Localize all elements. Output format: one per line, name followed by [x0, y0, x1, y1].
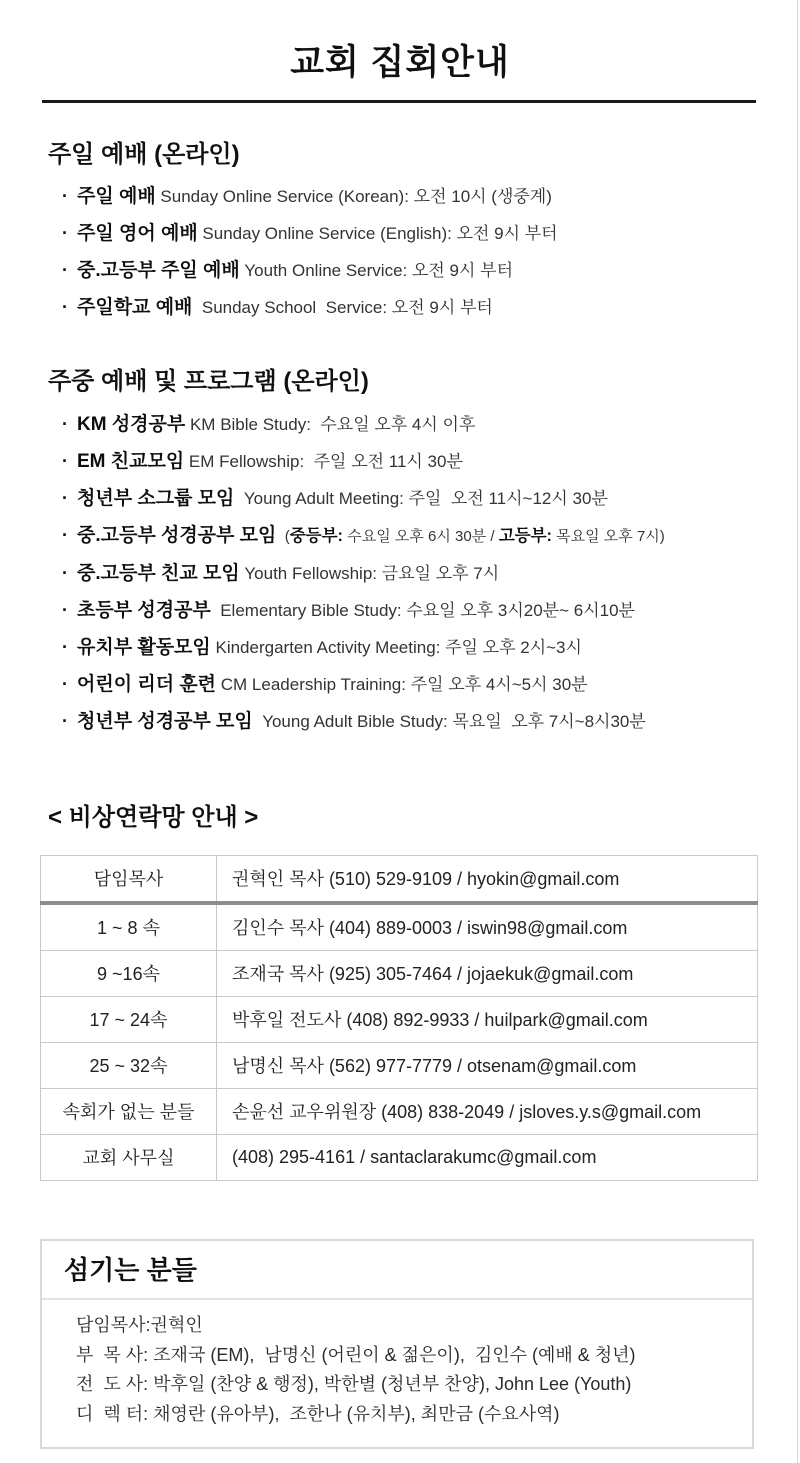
bullet-dot-icon: ·	[62, 525, 68, 546]
bullet-dot-icon: ·	[62, 488, 68, 509]
contact-role-cell: 9 ~16속	[41, 950, 217, 996]
item-name-text: 중.고등부 성경공부 모임	[77, 525, 277, 547]
contact-role-cell: 담임목사	[41, 855, 217, 903]
item-detail-text: Youth Fellowship: 금요일 오후 7시	[239, 564, 500, 584]
serving-people-box	[40, 1239, 754, 1449]
contact-info-cell: 김인수 목사 (404) 889-0003 / iswin98@gmail.com	[217, 903, 758, 951]
bullet-dot-icon: ·	[62, 711, 68, 732]
list-item	[62, 703, 800, 740]
item-detail-text: Elementary Bible Study: 수요일 오후 3시20분~ 6시10분	[210, 601, 635, 621]
page-edge-artifact	[797, 0, 798, 1463]
table-row	[41, 1042, 758, 1088]
list-item	[62, 252, 800, 289]
item-detail-text: EM Fellowship: 주일 오전 11시 30분	[184, 452, 463, 472]
contact-role-cell: 25 ~ 32속	[41, 1042, 217, 1088]
item-name-text: 청년부 성경공부 모임	[77, 711, 253, 733]
title-divider	[42, 100, 756, 103]
list-item	[62, 666, 800, 703]
page-title: 교회 집회안내	[290, 43, 510, 82]
list-item	[62, 443, 800, 480]
item-detail-text: Youth Online Service: 오전 9시 부터	[239, 261, 513, 281]
item-name-text: 주일 예배	[77, 186, 156, 208]
item-name-text: KM 성경공부	[77, 414, 186, 436]
list-item	[62, 406, 800, 443]
list-item	[62, 517, 800, 555]
serving-line: 디 렉 터: 채영란 (유아부), 조한나 (유치부), 최만금 (수요사역)	[76, 1403, 560, 1424]
bullet-dot-icon: ·	[62, 600, 68, 621]
list-item	[62, 555, 800, 592]
bullet-dot-icon: ·	[62, 414, 68, 435]
bullet-dot-icon: ·	[62, 186, 68, 207]
table-row	[41, 950, 758, 996]
contact-info-cell: 조재국 목사 (925) 305-7464 / jojaekuk@gmail.com	[217, 950, 758, 996]
sunday-services-list	[0, 178, 800, 326]
contact-info-cell: (408) 295-4161 / santaclarakumc@gmail.com	[217, 1134, 758, 1180]
serving-people-heading: 섬기는 분들	[42, 1241, 752, 1300]
weekday-programs-list	[0, 406, 800, 740]
item-detail-text: (	[276, 528, 290, 546]
list-item	[62, 629, 800, 666]
bullet-dot-icon: ·	[62, 637, 68, 658]
emergency-contacts-table	[40, 855, 758, 1181]
item-name-text: 중.고등부 주일 예배	[77, 260, 240, 282]
emergency-contacts-heading: < 비상연락망 안내 >	[48, 804, 259, 832]
table-row	[41, 996, 758, 1042]
bullet-dot-icon: ·	[62, 297, 68, 318]
bullet-dot-icon: ·	[62, 451, 68, 472]
item-name-text: EM 친교모임	[77, 451, 185, 473]
item-name-text: 고등부:	[498, 527, 552, 546]
table-row	[41, 855, 758, 903]
serving-line: 담임목사:권혁인	[76, 1315, 203, 1336]
item-name-text: 초등부 성경공부	[77, 600, 211, 622]
bullet-dot-icon: ·	[62, 260, 68, 281]
item-name-text: 유치부 활동모임	[77, 637, 211, 659]
table-row	[41, 1134, 758, 1180]
item-detail-text: Sunday Online Service (English): 오전 9시 부터	[197, 224, 558, 244]
list-item	[62, 289, 800, 326]
list-item	[62, 592, 800, 629]
item-name-text: 어린이 리더 훈련	[77, 674, 217, 696]
table-row	[41, 1088, 758, 1134]
item-detail-text: Young Adult Meeting: 주일 오전 11시~12시 30분	[234, 489, 608, 509]
serving-line: 부 목 사: 조재국 (EM), 남명신 (어린이 & 젊은이), 김인수 (예배 & 청년)	[76, 1344, 636, 1365]
serving-line: 전 도 사: 박후일 (찬양 & 행정), 박한별 (청년부 찬양), John Lee (Youth)	[76, 1374, 632, 1395]
item-name-text: 청년부 소그룹 모임	[77, 488, 235, 510]
contact-role-cell: 속회가 없는 분들	[41, 1088, 217, 1134]
section-heading-weekday-programs: 주중 예배 및 프로그램 (온라인)	[48, 368, 369, 396]
item-name-text: 주일 영어 예배	[77, 223, 198, 245]
contact-info-cell: 박후일 전도사 (408) 892-9933 / huilpark@gmail.com	[217, 996, 758, 1042]
item-name-text: 중등부:	[289, 527, 344, 546]
section-heading-sunday-services: 주일 예배 (온라인)	[48, 140, 240, 168]
bullet-dot-icon: ·	[62, 223, 68, 244]
item-detail-text: Kindergarten Activity Meeting: 주일 오후 2시~3시	[210, 638, 582, 658]
item-detail-text: Sunday Online Service (Korean): 오전 10시 (생중계)	[155, 187, 552, 207]
contact-info-cell: 권혁인 목사 (510) 529-9109 / hyokin@gmail.com	[217, 855, 758, 903]
contact-role-cell: 1 ~ 8 속	[41, 903, 217, 951]
item-detail-text: Sunday School Service: 오전 9시 부터	[192, 298, 493, 318]
table-row	[41, 903, 758, 951]
contact-role-cell: 17 ~ 24속	[41, 996, 217, 1042]
item-detail-text: 목요일 오후 7시)	[552, 528, 665, 546]
item-detail-text: Young Adult Bible Study: 목요일 오후 7시~8시30분	[252, 712, 646, 732]
bullet-dot-icon: ·	[62, 563, 68, 584]
contact-info-cell: 남명신 목사 (562) 977-7779 / otsenam@gmail.com	[217, 1042, 758, 1088]
item-detail-text: 수요일 오후 6시 30분 /	[343, 528, 499, 546]
serving-people-list	[42, 1300, 752, 1447]
item-detail-text: KM Bible Study: 수요일 오후 4시 이후	[185, 415, 476, 435]
item-detail-text: CM Leadership Training: 주일 오후 4시~5시 30분	[216, 675, 588, 695]
contact-info-cell: 손윤선 교우위원장 (408) 838-2049 / jsloves.y.s@gmail.com	[217, 1088, 758, 1134]
bullet-dot-icon: ·	[62, 674, 68, 695]
item-name-text: 중.고등부 친교 모임	[77, 563, 240, 585]
item-name-text: 주일학교 예배	[77, 297, 193, 319]
list-item	[62, 480, 800, 517]
contact-role-cell: 교회 사무실	[41, 1134, 217, 1180]
list-item	[62, 178, 800, 215]
list-item	[62, 215, 800, 252]
